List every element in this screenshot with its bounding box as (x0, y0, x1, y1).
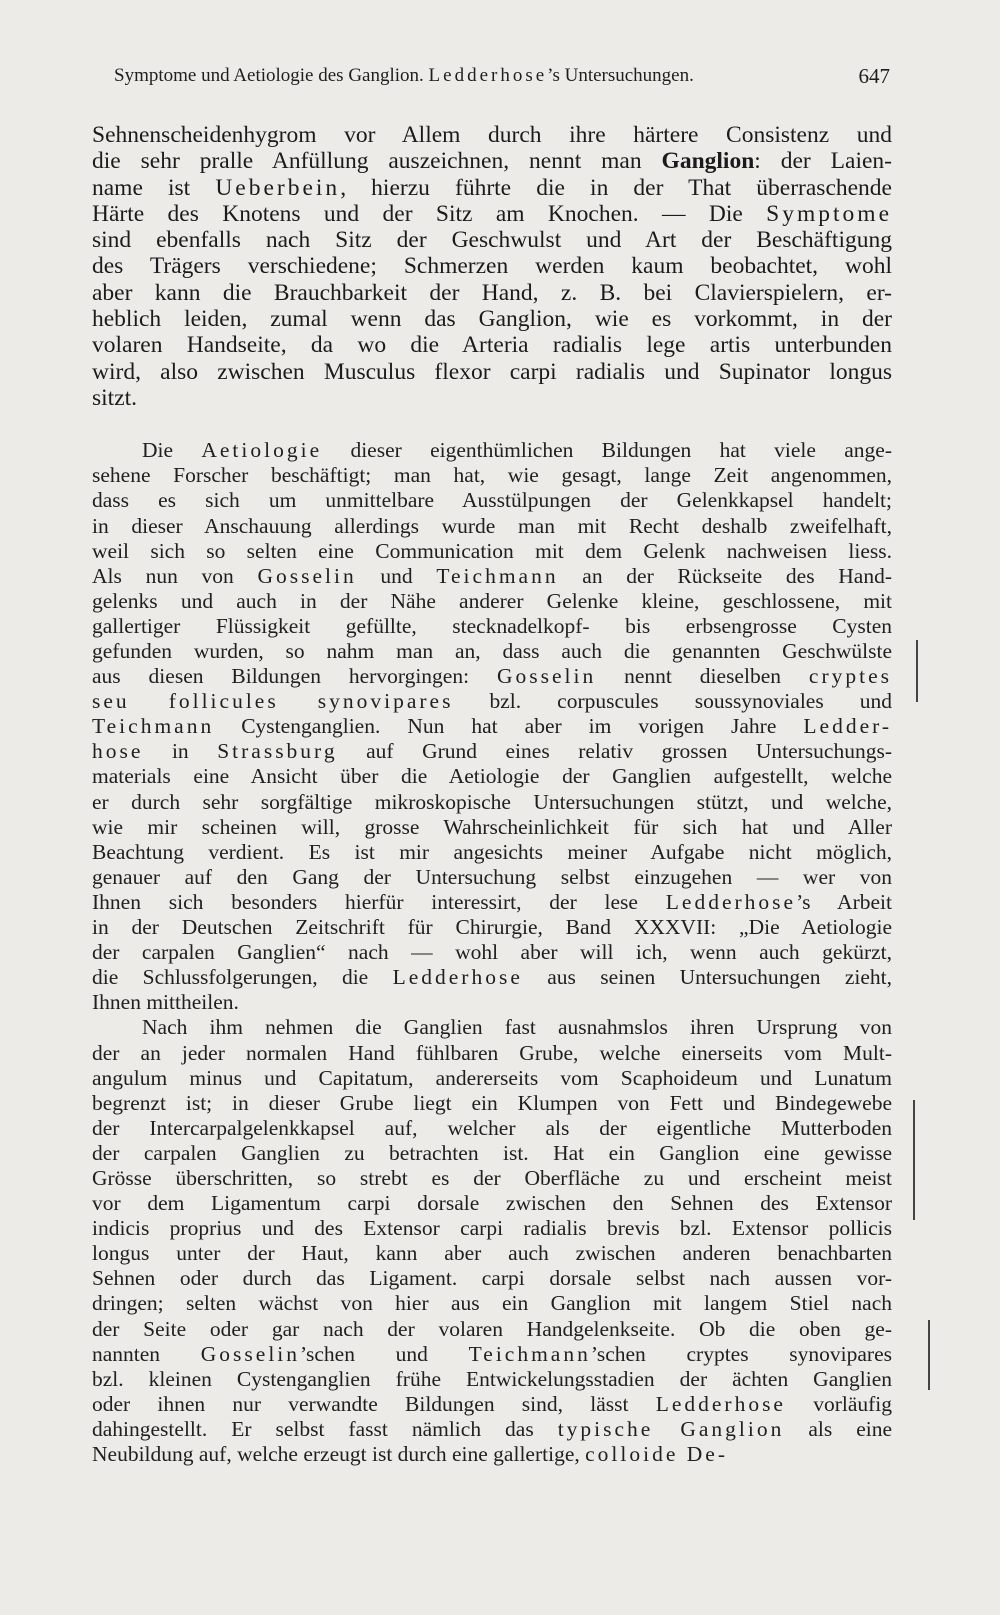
text-line: der Seite oder gar nach der volaren Handgelenkseite. Ob die oben ge- (92, 1316, 892, 1341)
spaced-emphasis: Gosselin (200, 1341, 301, 1366)
margin-mark (913, 1100, 915, 1220)
spaced-emphasis: Ledder- (803, 714, 892, 739)
text-line: Härte des Knotens und der Sitz am Knochen. — Die Symptome (92, 200, 892, 227)
text-line: des Trägers verschiedene; Schmerzen werden kaum beobachtet, wohl (92, 253, 892, 280)
text-line: dahingestellt. Er selbst fasst nämlich das typische Ganglion als eine (92, 1416, 893, 1441)
text-line: name ist Ueberbein, hierzu führte die in der That überraschende (92, 174, 892, 201)
spaced-emphasis: Teichmann (436, 563, 559, 588)
text-line: aus diesen Bildungen hervorgingen: Gosselin nennt dieselben cryptes (92, 664, 892, 689)
spaced-emphasis: Teichmann (92, 714, 215, 739)
text-line: seu follicules synovipares bzl. corpuscules soussynoviales und (92, 689, 892, 714)
text-line: Sehnenscheidenhygrom vor Allem durch ihre härtere Consistenz und (92, 122, 892, 148)
spaced-emphasis: Ledderhose (665, 889, 797, 914)
spaced-emphasis: Aetiologie (201, 438, 323, 463)
text-line: der an jeder normalen Hand fühlbaren Grube, welche einerseits vom Mult- (92, 1040, 892, 1065)
margin-mark (916, 640, 918, 702)
text-line: Ihnen sich besonders hierfür interessirt, der lese Ledderhose’s Arbeit (92, 889, 892, 914)
text-line: in der Deutschen Zeitschrift für Chirurgie, Band XXXVII: „Die Aetiologie (92, 915, 892, 940)
spaced-emphasis: Teichmann (468, 1341, 591, 1366)
text-line: bzl. kleinen Cystenganglien frühe Entwickelungsstadien der ächten Ganglien (92, 1366, 892, 1391)
header-title (114, 64, 694, 88)
text-line: indicis proprius und des Extensor carpi radialis brevis bzl. Extensor pollicis (92, 1216, 892, 1241)
spaced-emphasis: cryptes (808, 664, 892, 689)
text-line: dass es sich um unmittelbare Ausstülpungen der Gelenkkapsel handelt; (92, 488, 892, 513)
spaced-emphasis: Ueberbein (215, 174, 341, 201)
text-line: sitzt. (92, 384, 138, 411)
header-title-part2: ’s Untersuchungen. (547, 65, 694, 86)
text-body (92, 122, 892, 1467)
running-header (114, 64, 890, 88)
text-line: Beachtung verdient. Es ist mir angesichts meiner Aufgabe nicht möglich, (92, 839, 892, 864)
text-line: sehene Forscher beschäftigt; man hat, wie gesagt, lange Zeit angenommen, (92, 463, 892, 488)
spaced-emphasis: typische Ganglion (557, 1416, 785, 1441)
text-line: Die Aetiologie dieser eigenthümlichen Bildungen hat viele ange- (142, 438, 892, 463)
spaced-emphasis: Ledderhose (655, 1391, 786, 1416)
text-line: gelenks und auch in der Nähe anderer Gelenke kleine, geschlossene, mit (92, 588, 892, 613)
text-line: longus unter der Haut, kann aber auch zwischen anderen benachbarten (92, 1241, 892, 1266)
spaced-emphasis: Symptome (766, 200, 892, 227)
text-line: begrenzt ist; in dieser Grube liegt ein Klumpen von Fett und Bindegewebe (92, 1090, 892, 1115)
text-line: der Intercarpalgelenkkapsel auf, welcher als der eigentliche Mutterboden (92, 1115, 892, 1140)
text-line: hose in Strassburg auf Grund eines relativ grossen Untersuchungs- (92, 739, 892, 764)
spaced-emphasis: Ledderhose (392, 965, 523, 990)
text-line: sind ebenfalls nach Sitz der Geschwulst und Art der Beschäftigung (92, 227, 892, 254)
text-line: nannten Gosselin’schen und Teichmann’schen cryptes synovipares (92, 1341, 892, 1366)
paragraph-origin (92, 1015, 892, 1467)
paragraph-aetiology (92, 438, 892, 1015)
bold-term: Ganglion (661, 148, 755, 175)
text-line: genauer auf den Gang der Untersuchung selbst einzugehen — wer von (92, 864, 892, 889)
spaced-emphasis: Gosselin (257, 563, 357, 588)
text-line: gallertiger Flüssigkeit gefüllte, stecknadelkopf- bis erbsengrosse Cysten (92, 613, 892, 638)
text-line: oder ihnen nur verwandte Bildungen sind, lässt Ledderhose vorläufig (92, 1391, 893, 1416)
text-line: vor dem Ligamentum carpi dorsale zwischen den Sehnen des Extensor (92, 1191, 892, 1216)
text-line: Als nun von Gosselin und Teichmann an der Rückseite des Hand- (92, 563, 893, 588)
text-line: Nach ihm nehmen die Ganglien fast ausnahmslos ihren Ursprung von (142, 1015, 892, 1040)
text-line: aber kann die Brauchbarkeit der Hand, z. B. bei Clavierspielern, er- (92, 279, 892, 306)
spaced-emphasis: colloide De- (585, 1442, 728, 1467)
spaced-emphasis: Strassburg (217, 739, 338, 764)
text-line: die sehr pralle Anfüllung auszeichnen, nennt man Ganglion: der Laien- (92, 148, 892, 175)
text-line: Teichmann Cystenganglien. Nun hat aber im vorigen Jahre Ledder- (92, 714, 892, 739)
margin-mark (928, 1320, 930, 1390)
text-line: Neubildung auf, welche erzeugt ist durch eine gallertige, colloide De- (92, 1442, 728, 1467)
text-line: der carpalen Ganglien“ nach — wohl aber will ich, wenn auch gekürzt, (92, 940, 892, 965)
text-line: wie mir scheinen will, grosse Wahrscheinlichkeit für sich hat und Aller (92, 814, 892, 839)
text-line: wird, also zwischen Musculus flexor carpi radialis und Supinator longus (92, 358, 892, 385)
page-number: 647 (858, 64, 890, 88)
text-line: der carpalen Ganglien zu betrachten ist. Hat ein Ganglion eine gewisse (92, 1140, 892, 1165)
text-line: volaren Handseite, da wo die Arteria radialis lege artis unterbunden (92, 332, 892, 359)
text-line: materials eine Ansicht über die Aetiologie der Ganglien aufgestellt, welche (92, 764, 892, 789)
spaced-emphasis: hose (92, 739, 144, 764)
text-line: die Schlussfolgerungen, die Ledderhose aus seinen Untersuchungen zieht, (92, 965, 892, 990)
text-line: er durch sehr sorgfältige mikroskopische Untersuchungen stützt, und welche, (92, 789, 892, 814)
text-line: Grösse überschritten, so strebt es der Oberfläche zu und erscheint meist (92, 1165, 892, 1190)
header-title-author: Ledderhose (428, 65, 548, 86)
text-line: heblich leiden, zumal wenn das Ganglion, wie es vorkommt, in der (92, 306, 892, 333)
text-line: dringen; selten wächst von hier aus ein Ganglion mit langem Stiel nach (92, 1291, 892, 1316)
text-line: Sehnen oder durch das Ligament. carpi dorsale selbst nach aussen vor- (92, 1266, 892, 1291)
text-line: angulum minus und Capitatum, andererseits vom Scaphoideum und Lunatum (92, 1065, 892, 1090)
text-line: gefunden wurden, so nahm man an, dass auch die genannten Geschwülste (92, 639, 892, 664)
spaced-emphasis: seu follicules synovipares (92, 689, 454, 714)
paragraph-symptoms (92, 122, 892, 411)
text-line: in dieser Anschauung allerdings wurde man mit Recht deshalb zweifelhaft, (92, 513, 892, 538)
header-title-part1: Symptome und Aetiologie des Ganglion. (114, 65, 424, 86)
text-line: weil sich so selten eine Communication mit dem Gelenk nachweisen liess. (92, 538, 892, 563)
text-line: Ihnen mittheilen. (92, 990, 239, 1015)
spaced-emphasis: Gosselin (496, 664, 597, 689)
